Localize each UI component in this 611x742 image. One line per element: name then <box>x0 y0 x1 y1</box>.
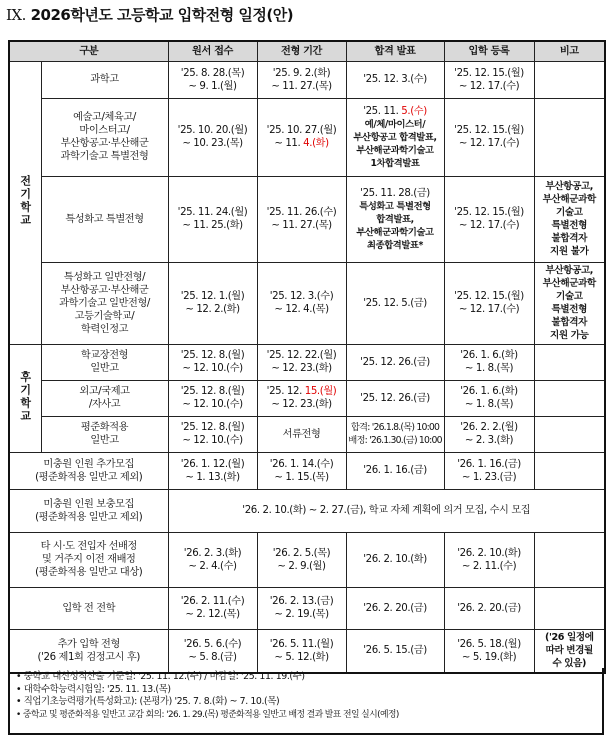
remark-cell: 부산항공고, 부산해군과학 기술고 특별전형 불합격자 지원 가능 <box>534 262 605 344</box>
remark-cell <box>534 61 605 98</box>
table-row <box>9 532 605 587</box>
apply-cell: '26. 2. 11.(수) ~ 2. 12.(목) <box>168 587 257 629</box>
supplement-span-cell: '26. 2. 10.(화) ~ 2. 27.(금), 학교 자체 계획에 의거 모집, 수시 모집 <box>168 489 605 532</box>
register-cell: '26. 1. 16.(금) ~ 1. 23.(금) <box>444 452 534 489</box>
selection-cell: '26. 2. 5.(목) ~ 2. 9.(월) <box>257 532 346 587</box>
page-title <box>6 4 293 25</box>
selection-cell: '26. 1. 14.(수) ~ 1. 15.(목) <box>257 452 346 489</box>
apply-cell: '26. 5. 6.(수) ~ 5. 8.(금) <box>168 629 257 673</box>
table-row <box>9 98 605 176</box>
apply-cell: '25. 12. 8.(월) ~ 12. 10.(수) <box>168 344 257 380</box>
remark-cell <box>534 452 605 489</box>
announce-cell: '25. 12. 5.(금) <box>346 262 444 344</box>
register-cell: '26. 5. 18.(월) ~ 5. 19.(화) <box>444 629 534 673</box>
table-row <box>9 61 605 98</box>
announce-cell: '25. 11. 28.(금) 특성화고 특별전형 합격발표, 부산해군과학기술고 최종합격발표* <box>346 176 444 262</box>
register-cell: '26. 1. 6.(화) ~ 1. 8.(목) <box>444 344 534 380</box>
header-category: 구분 <box>9 41 168 61</box>
header-announce: 합격 발표 <box>346 41 444 61</box>
header-remark: 비고 <box>534 41 605 61</box>
register-cell: '26. 2. 20.(금) <box>444 587 534 629</box>
announce-cell: '25. 12. 3.(수) <box>346 61 444 98</box>
row-name: 외고/국제고 /자사고 <box>41 380 168 416</box>
row-name: 특성화고 특별전형 <box>41 176 168 262</box>
remark-cell <box>534 416 605 452</box>
table-row <box>9 380 605 416</box>
table-row <box>9 416 605 452</box>
apply-cell: '25. 12. 8.(월) ~ 12. 10.(수) <box>168 380 257 416</box>
announce-cell: '26. 1. 16.(금) <box>346 452 444 489</box>
selection-cell: '26. 5. 11.(월) ~ 5. 12.(화) <box>257 629 346 673</box>
highlight-date: 15.(월) <box>304 386 337 397</box>
row-name: 평준화적용 일반고 <box>41 416 168 452</box>
announce-cell: '26. 2. 20.(금) <box>346 587 444 629</box>
row-name: 미충원 인원 보충모집 (평준화적용 일반고 제외) <box>9 489 168 532</box>
footnote-item: • 직업기초능력평가(특성화고): (본평가) '25. 7. 8.(화) ~ 7. 10.(목) <box>16 696 280 708</box>
remark-cell <box>534 532 605 587</box>
group-early <box>9 61 41 344</box>
announce-cell: '25. 12. 26.(금) <box>346 344 444 380</box>
section-number: IX. <box>6 6 26 24</box>
remark-cell <box>534 98 605 176</box>
remark-cell <box>534 380 605 416</box>
register-cell: '25. 12. 15.(월) ~ 12. 17.(수) <box>444 176 534 262</box>
selection-cell: '25. 12. 3.(수) ~ 12. 4.(목) <box>257 262 346 344</box>
announce-cell: '26. 2. 10.(화) <box>346 532 444 587</box>
apply-cell: '26. 1. 12.(월) ~ 1. 13.(화) <box>168 452 257 489</box>
header-row <box>9 41 605 61</box>
group-late <box>9 344 41 452</box>
selection-cell: '25. 11. 26.(수) ~ 11. 27.(목) <box>257 176 346 262</box>
remark-cell: ('26 일정에 따라 변경될 수 있음) <box>534 629 605 673</box>
apply-cell: '25. 8. 28.(목) ~ 9. 1.(월) <box>168 61 257 98</box>
header-selection: 전형 기간 <box>257 41 346 61</box>
register-cell: '25. 12. 15.(월) ~ 12. 17.(수) <box>444 262 534 344</box>
selection-cell: 서류전형 <box>257 416 346 452</box>
table-row <box>9 262 605 344</box>
selection-cell: '25. 9. 2.(화) ~ 11. 27.(목) <box>257 61 346 98</box>
apply-cell: '25. 11. 24.(월) ~ 11. 25.(화) <box>168 176 257 262</box>
announce-cell: '25. 11. 5.(수) 예/체/마이스터/ 부산항공고 합격발표, 부산해군과학기술고 1차합격발표 <box>346 98 444 176</box>
row-name: 입학 전 전학 <box>9 587 168 629</box>
header-register: 입학 등록 <box>444 41 534 61</box>
schedule-table <box>8 40 606 674</box>
highlight-date: 5.(수) <box>401 105 427 117</box>
footnote-item: • 대학수학능력시험일: '25. 11. 13.(목) <box>16 683 171 695</box>
remark-cell <box>534 587 605 629</box>
table-row <box>9 629 605 673</box>
row-name: 특성화고 일반전형/ 부산항공고·부산해군 과학기술고 일반전형/ 고등기술학교/ 학력인정고 <box>41 262 168 344</box>
header-apply: 원서 접수 <box>168 41 257 61</box>
apply-cell: '25. 12. 1.(월) ~ 12. 2.(화) <box>168 262 257 344</box>
selection-cell: '25. 12. 15.(월) ~ 12. 23.(화) <box>257 380 346 416</box>
footnote-item: • 중학교 및 평준화적용 일반고 교감 회의: '26. 1. 29.(목) 평준화적용 일반고 배정 결과 발표 전일 실시(예정) <box>16 709 399 720</box>
remark-cell <box>534 344 605 380</box>
apply-cell: '26. 2. 3.(화) ~ 2. 4.(수) <box>168 532 257 587</box>
selection-cell: '26. 2. 13.(금) ~ 2. 19.(목) <box>257 587 346 629</box>
register-cell: '26. 2. 10.(화) ~ 2. 11.(수) <box>444 532 534 587</box>
group-early-label: 전기학교 <box>18 175 32 227</box>
title-text: 2026학년도 고등학교 입학전형 일정(안) <box>30 6 294 24</box>
table-row <box>9 587 605 629</box>
announce-cell: '25. 12. 26.(금) <box>346 380 444 416</box>
selection-cell: '25. 10. 27.(월) ~ 11. 4.(화) <box>257 98 346 176</box>
row-name: 예술고/체육고/ 마이스터고/ 부산항공고·부산해군 과학기술고 특별전형 <box>41 98 168 176</box>
row-name: 학교장전형 일반고 <box>41 344 168 380</box>
table-row <box>9 489 605 532</box>
apply-cell: '25. 12. 8.(월) ~ 12. 10.(수) <box>168 416 257 452</box>
row-name: 미충원 인원 추가모집 (평준화적용 일반고 제외) <box>9 452 168 489</box>
row-name: 타 시·도 전입자 선배정 및 거주지 이전 재배정 (평준화적용 일반고 대상) <box>9 532 168 587</box>
register-cell: '25. 12. 15.(월) ~ 12. 17.(수) <box>444 98 534 176</box>
apply-cell: '25. 10. 20.(월) ~ 10. 23.(목) <box>168 98 257 176</box>
table-row <box>9 452 605 489</box>
selection-cell: '25. 12. 22.(월) ~ 12. 23.(화) <box>257 344 346 380</box>
register-cell: '26. 1. 6.(화) ~ 1. 8.(목) <box>444 380 534 416</box>
row-name: 과학고 <box>41 61 168 98</box>
row-name: 추가 입학 전형 ('26 제1회 검정고시 후) <box>9 629 168 673</box>
group-late-label: 후기학교 <box>18 370 32 423</box>
footnotes <box>8 668 604 735</box>
announce-cell: 합격: '26.1.8.(목) 10:00 배정: '26.1.30.(금) 10:00 <box>346 416 444 452</box>
highlight-date: 4.(화) <box>303 138 329 149</box>
register-cell: '26. 2. 2.(월) ~ 2. 3.(화) <box>444 416 534 452</box>
table-row <box>9 176 605 262</box>
footnote-item: • 중학교 내신성적산출 기준일: '25. 11. 12.(수) / 마감일: '25. 11. 19.(수) <box>16 671 305 682</box>
table-row <box>9 344 605 380</box>
register-cell: '25. 12. 15.(월) ~ 12. 17.(수) <box>444 61 534 98</box>
remark-cell: 부산항공고, 부산해군과학 기술고 특별전형 불합격자 지원 불가 <box>534 176 605 262</box>
announce-cell: '26. 5. 15.(금) <box>346 629 444 673</box>
